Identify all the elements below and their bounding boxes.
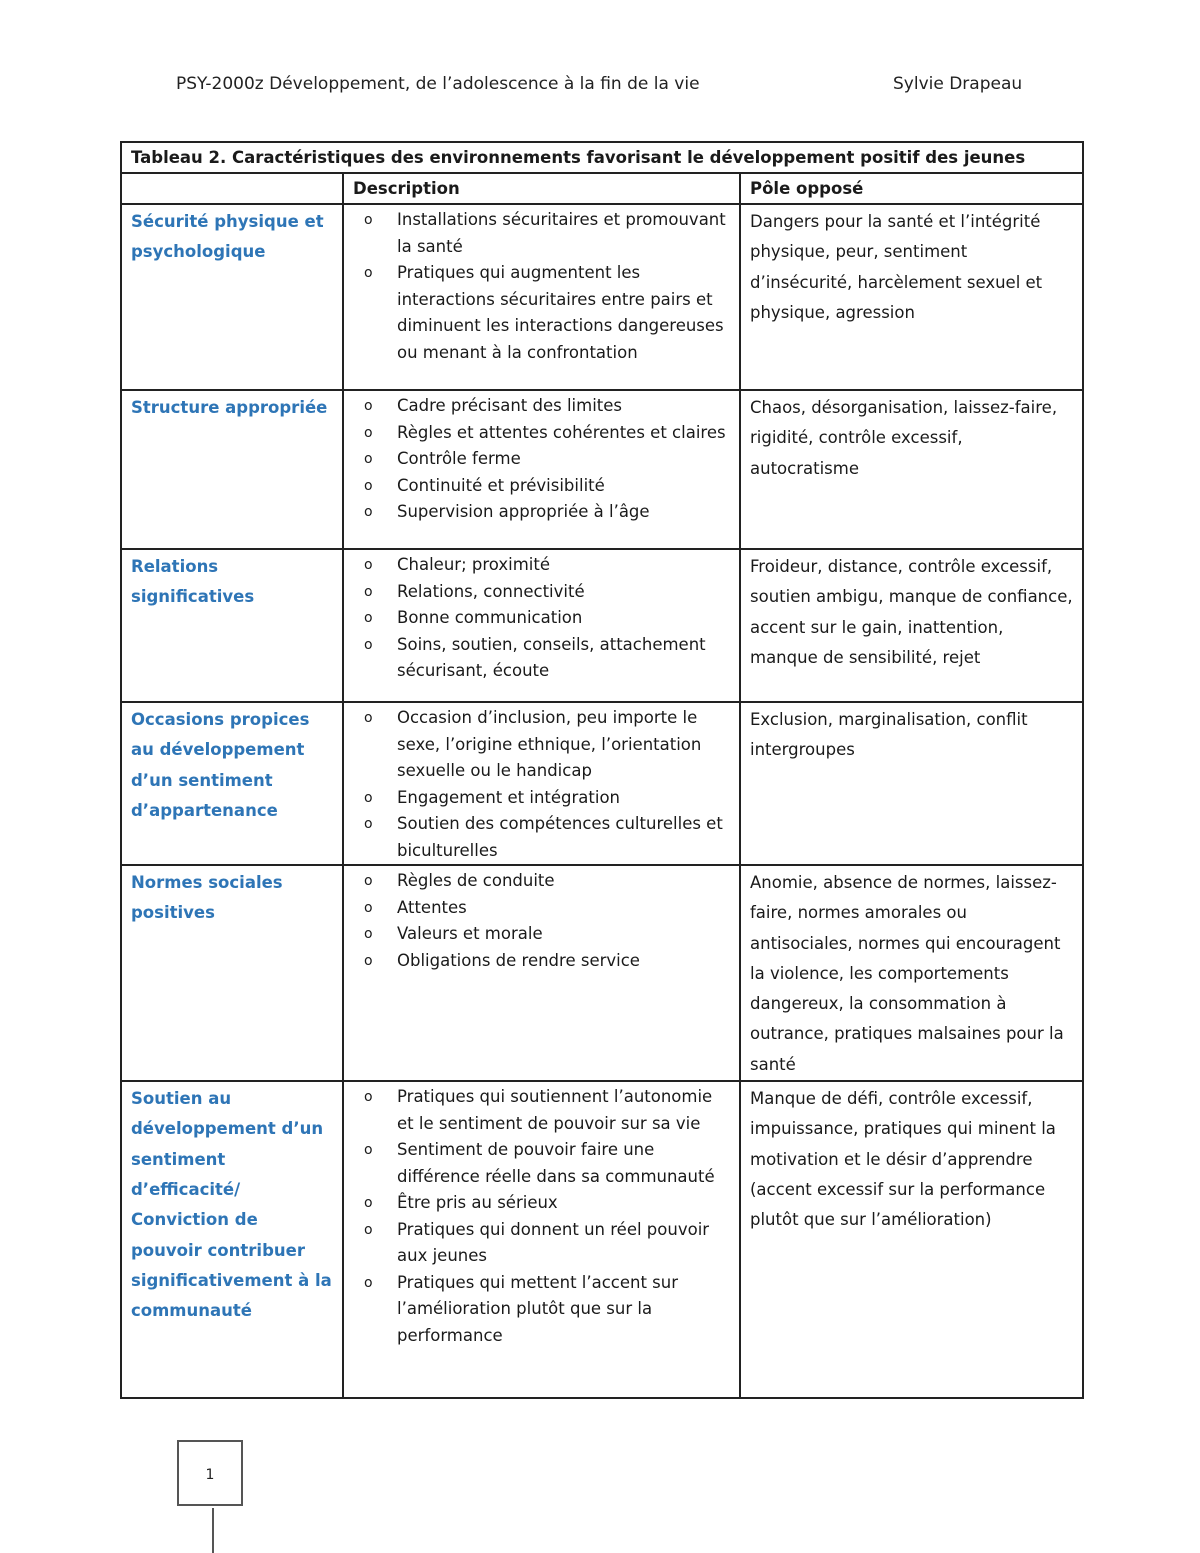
- list-item: o Chaleur; proximité: [353, 552, 730, 579]
- row-category: Occasions propices au développement d’un sentiment d’appartenance: [121, 702, 343, 865]
- row-description: [343, 865, 740, 1081]
- row-description: [343, 390, 740, 549]
- list-item: o Obligations de rendre service: [353, 948, 730, 975]
- row-category: Normes sociales positives: [121, 865, 343, 1081]
- list-item: o Soins, soutien, conseils, attachement sécurisant, écoute: [353, 632, 730, 685]
- row-opposite: Chaos, désorganisation, laissez-faire, rigidité, contrôle excessif, autocratisme: [740, 390, 1083, 549]
- list-item: o Sentiment de pouvoir faire une différence réelle dans sa communauté: [353, 1137, 730, 1190]
- row-description: [343, 702, 740, 865]
- list-item: o Relations, connectivité: [353, 579, 730, 606]
- list-item: o Pratiques qui augmentent les interactions sécuritaires entre pairs et diminuent les interactions dangereuses ou menant à la confrontation: [353, 260, 730, 366]
- row-category: Relations significatives: [121, 549, 343, 702]
- list-item: o Être pris au sérieux: [353, 1190, 730, 1217]
- table-header-row: [121, 173, 1083, 204]
- table-title: Tableau 2. Caractéristiques des environnements favorisant le développement positif des jeunes: [121, 142, 1083, 173]
- list-item: o Pratiques qui mettent l’accent sur l’amélioration plutôt que sur la performance: [353, 1270, 730, 1350]
- row-description: [343, 1081, 740, 1398]
- row-category: Sécurité physique et psychologique: [121, 204, 343, 390]
- row-description: [343, 204, 740, 390]
- row-opposite: Manque de défi, contrôle excessif, impuissance, pratiques qui minent la motivation et le désir d’apprendre (accent excessif sur la performance plutôt que sur l’amélioration): [740, 1081, 1083, 1398]
- list-item: o Contrôle ferme: [353, 446, 730, 473]
- list-item: o Pratiques qui donnent un réel pouvoir aux jeunes: [353, 1217, 730, 1270]
- list-item: o Occasion d’inclusion, peu importe le sexe, l’origine ethnique, l’orientation sexuelle ou le handicap: [353, 705, 730, 785]
- header-empty-cell: [121, 173, 343, 204]
- list-item: o Règles et attentes cohérentes et claires: [353, 420, 730, 447]
- list-item: o Soutien des compétences culturelles et biculturelles: [353, 811, 730, 864]
- description-list: [353, 207, 730, 366]
- row-category: Structure appropriée: [121, 390, 343, 549]
- table-row: [121, 1081, 1083, 1398]
- row-description: [343, 549, 740, 702]
- characteristics-table: [120, 141, 1084, 1399]
- author-name: Sylvie Drapeau: [893, 74, 1023, 94]
- table-row: [121, 702, 1083, 865]
- description-list: [353, 705, 730, 864]
- list-item: o Installations sécuritaires et promouvant la santé: [353, 207, 730, 260]
- row-opposite: Dangers pour la santé et l’intégrité physique, peur, sentiment d’insécurité, harcèlement sexuel et physique, agression: [740, 204, 1083, 390]
- table-row: [121, 204, 1083, 390]
- page-number: 1: [177, 1440, 243, 1506]
- list-item: o Cadre précisant des limites: [353, 393, 730, 420]
- header-description: Description: [343, 173, 740, 204]
- description-list: [353, 868, 730, 974]
- table-title-row: [121, 142, 1083, 173]
- table-row: [121, 549, 1083, 702]
- list-item: o Continuité et prévisibilité: [353, 473, 730, 500]
- list-item: o Supervision appropriée à l’âge: [353, 499, 730, 526]
- course-title: PSY-2000z Développement, de l’adolescence à la fin de la vie: [176, 74, 700, 94]
- table-body: [121, 204, 1083, 1398]
- row-opposite: Anomie, absence de normes, laissez-faire, normes amorales ou antisociales, normes qui encouragent la violence, les comportements dangereux, la consommation à outrance, pratiques malsaines pour la santé: [740, 865, 1083, 1081]
- list-item: o Engagement et intégration: [353, 785, 730, 812]
- row-opposite: Froideur, distance, contrôle excessif, soutien ambigu, manque de confiance, accent sur le gain, inattention, manque de sensibilité, rejet: [740, 549, 1083, 702]
- list-item: o Attentes: [353, 895, 730, 922]
- table-row: [121, 865, 1083, 1081]
- description-list: [353, 393, 730, 526]
- list-item: o Règles de conduite: [353, 868, 730, 895]
- page-number-connector: [212, 1508, 214, 1553]
- row-opposite: Exclusion, marginalisation, conflit intergroupes: [740, 702, 1083, 865]
- list-item: o Valeurs et morale: [353, 921, 730, 948]
- list-item: o Pratiques qui soutiennent l’autonomie et le sentiment de pouvoir sur sa vie: [353, 1084, 730, 1137]
- header-opposite: Pôle opposé: [740, 173, 1083, 204]
- description-list: [353, 1084, 730, 1349]
- description-list: [353, 552, 730, 685]
- table-row: [121, 390, 1083, 549]
- row-category: Soutien au développement d’un sentiment d’efficacité/ Conviction de pouvoir contribuer significativement à la communauté: [121, 1081, 343, 1398]
- list-item: o Bonne communication: [353, 605, 730, 632]
